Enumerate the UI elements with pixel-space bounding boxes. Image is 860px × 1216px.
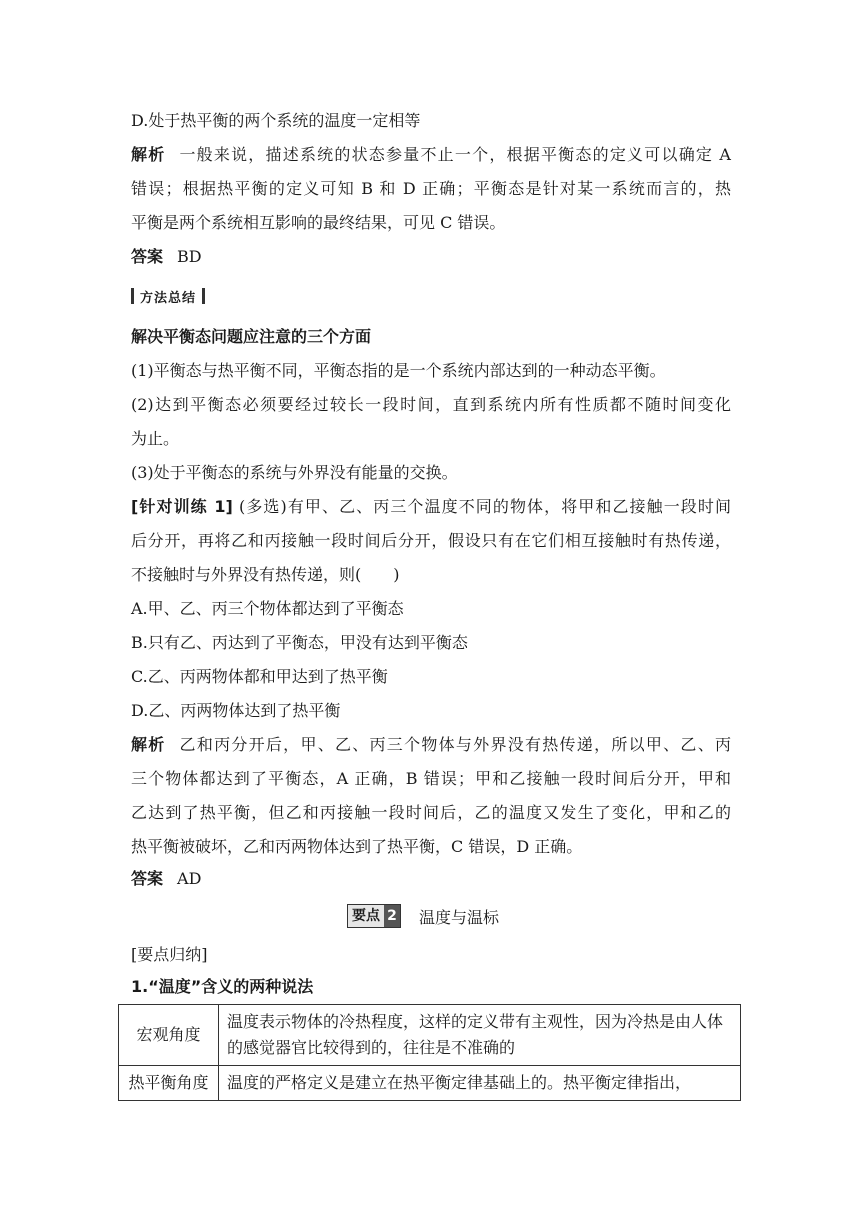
method-summary-tag (131, 286, 205, 306)
table-row-body: 温度表示物体的冷热程度，这样的定义带有主观性，因为冷热是由人体的感觉器官比较得到的，往往是不准确的 (219, 1005, 741, 1066)
table-row (119, 1066, 741, 1101)
exercise-analysis-line-4: 热平衡被破坏，乙和丙两物体达到了热平衡，C 错误，D 正确。 (131, 837, 583, 856)
method-summary-heading: 解决平衡态问题应注意的三个方面 (131, 327, 372, 346)
method-point-3: (3)处于平衡态的系统与外界没有能量的交换。 (131, 463, 458, 482)
section-1-title: 1.“温度”含义的两种说法 (131, 977, 314, 996)
analysis-1-line-1 (131, 144, 731, 166)
exercise-analysis-label: 解析 (131, 735, 166, 754)
table-row (119, 1005, 741, 1066)
exercise-question-line-2: 后分开，再将乙和丙接触一段时间后分开，假设只有在它们相互接触时有热传递， (131, 531, 731, 550)
exercise-analysis-line-1 (131, 734, 731, 756)
table-row-head: 宏观角度 (119, 1005, 219, 1066)
exercise-question-line-1 (131, 496, 731, 518)
answer-1 (131, 246, 731, 268)
keypoint-header (347, 903, 499, 929)
answer-value: BD (177, 247, 202, 266)
method-point-2-line-2: 为止。 (131, 429, 180, 448)
method-summary-label: 方法总结 (140, 290, 197, 306)
exercise-answer (131, 868, 731, 890)
exercise-analysis-line-3: 乙达到了热平衡，但乙和丙接触一段时间后，乙的温度又发生了变化，甲和乙的 (131, 803, 731, 822)
method-point-2-line-1: (2)达到平衡态必须要经过较长一段时间，直到系统内所有性质都不随时间变化 (131, 395, 731, 414)
option-c: C.乙、丙两物体都和甲达到了热平衡 (131, 667, 388, 686)
table-row-head: 热平衡角度 (119, 1066, 219, 1101)
option-d: D.乙、丙两物体达到了热平衡 (131, 701, 341, 720)
table-row-body: 温度的严格定义是建立在热平衡定律基础上的。热平衡定律指出， (219, 1066, 741, 1101)
method-point-1: (1)平衡态与热平衡不同，平衡态指的是一个系统内部达到的一种动态平衡。 (131, 361, 666, 380)
option-b: B.只有乙、丙达到了平衡态，甲没有达到平衡态 (131, 633, 468, 652)
keypoint-title: 温度与温标 (419, 907, 500, 927)
exercise-question-line-3: 不接触时与外界没有热传递，则( ) (131, 565, 400, 584)
temperature-definition-table (118, 1004, 741, 1101)
exercise-answer-label: 答案 (131, 869, 164, 888)
exercise-answer-value: AD (177, 869, 202, 888)
option-d-previous: D.处于热平衡的两个系统的温度一定相等 (131, 111, 421, 130)
analysis-1-text-1: 一般来说，描述系统的状态参量不止一个，根据平衡态的定义可以确定 A (179, 145, 731, 164)
exercise-question-text-1: (多选)有甲、乙、丙三个温度不同的物体，将甲和乙接触一段时间 (239, 497, 731, 516)
exercise-analysis-line-2: 三个物体都达到了平衡态，A 正确，B 错误；甲和乙接触一段时间后分开，甲和 (131, 769, 731, 788)
analysis-1-line-3: 平衡是两个系统相互影响的最终结果，可见 C 错误。 (131, 213, 506, 232)
analysis-1-line-2: 错误；根据热平衡的定义可知 B 和 D 正确；平衡态是针对某一系统而言的，热 (131, 179, 731, 198)
analysis-label: 解析 (131, 145, 166, 164)
summary-tag: [要点归纳] (131, 945, 208, 964)
exercise-analysis-text-1: 乙和丙分开后，甲、乙、丙三个物体与外界没有热传递，所以甲、乙、丙 (179, 735, 731, 754)
option-a: A.甲、乙、丙三个物体都达到了平衡态 (131, 599, 404, 618)
exercise-tag: [针对训练 1] (131, 497, 233, 516)
keypoint-number: 2 (384, 905, 400, 927)
answer-label: 答案 (131, 247, 164, 266)
keypoint-label: 要点 (352, 908, 380, 924)
keypoint-badge (347, 904, 401, 928)
tag-bar-right (202, 288, 205, 304)
